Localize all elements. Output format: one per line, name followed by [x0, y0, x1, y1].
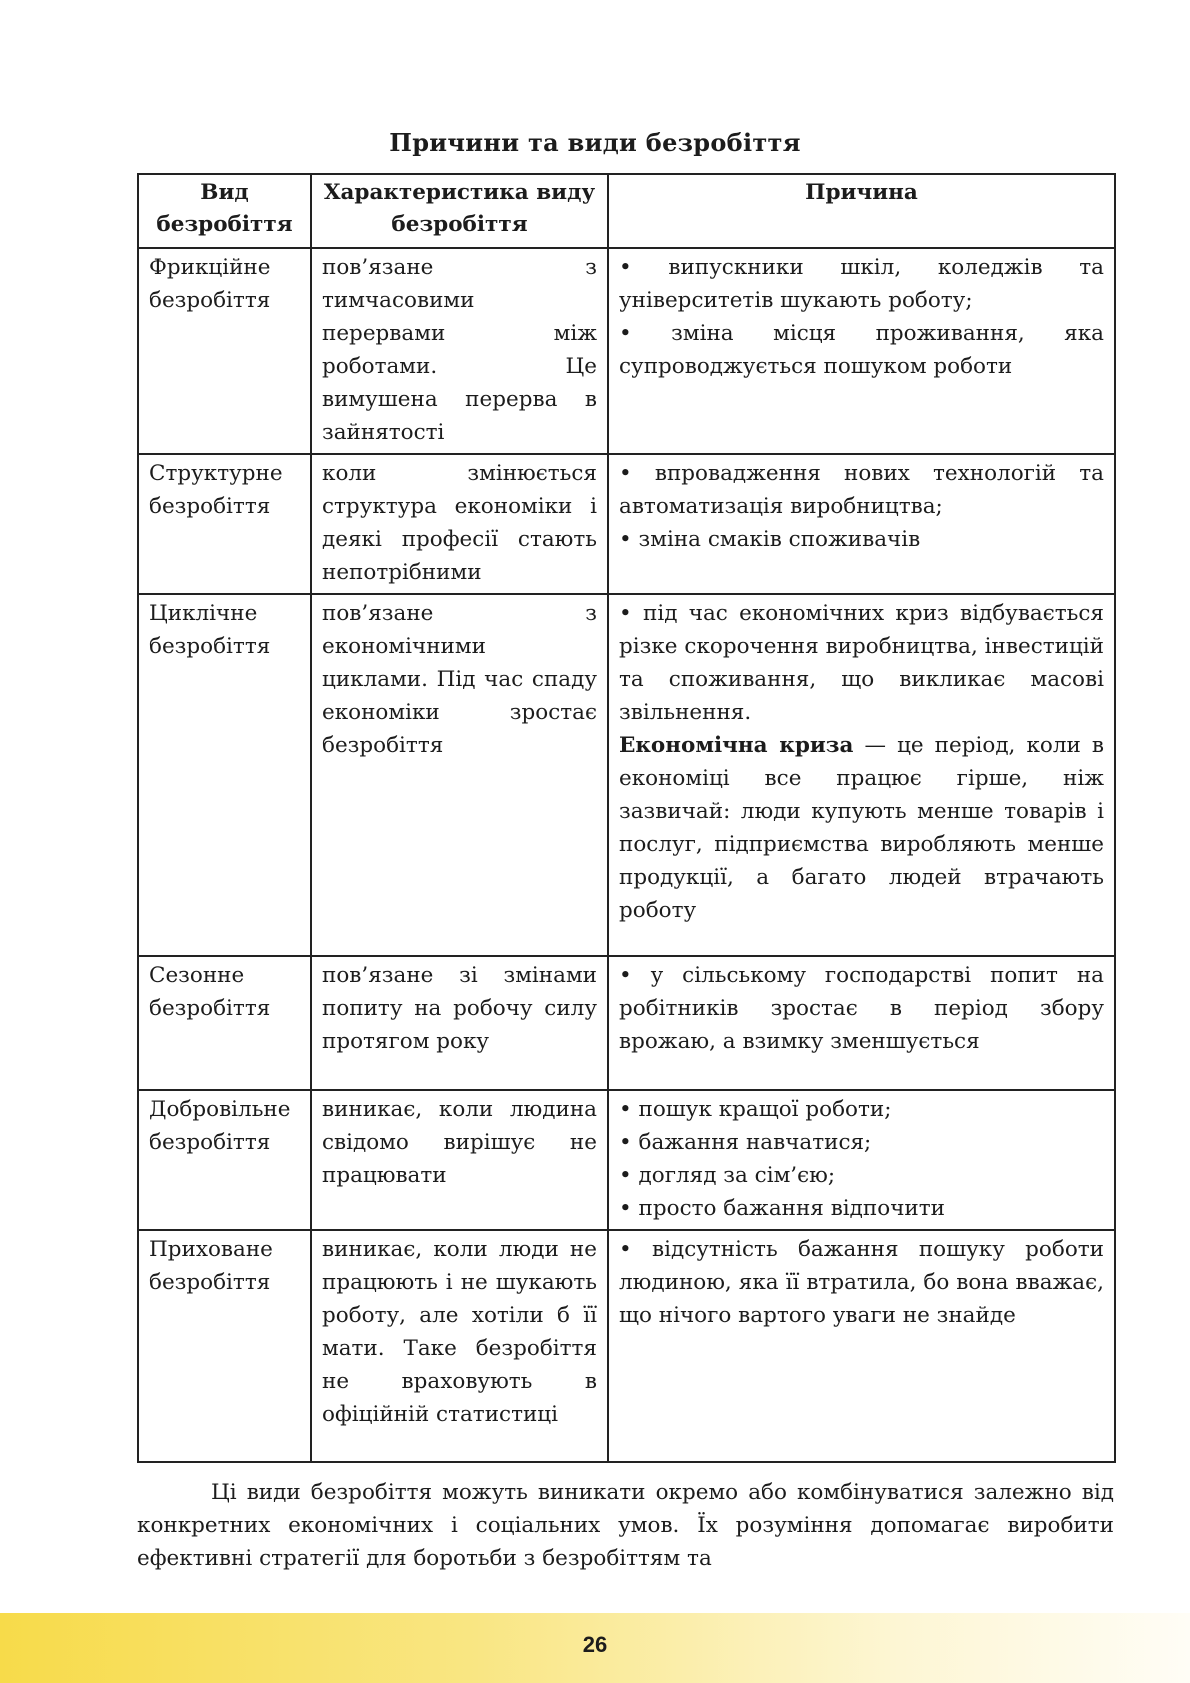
- cause-item: • просто бажання відпочити: [619, 1192, 1104, 1225]
- row-type-voluntary: Добровільне безробіття: [138, 1090, 311, 1230]
- row-type-frictional: Фрикційне безробіття: [138, 248, 311, 454]
- cause-item: • зміна смаків споживачів: [619, 523, 1104, 556]
- table-row: [138, 248, 1115, 454]
- cause-item: • зміна місця проживання, яка супроводжується пошуком роботи: [619, 317, 1104, 383]
- row-type-hidden: Приховане безробіття: [138, 1230, 311, 1462]
- row-causes: [608, 1090, 1115, 1230]
- row-description: пов’язане з економічними циклами. Під час спаду економіки зростає безробіття: [311, 594, 608, 956]
- header-cause: Причина: [608, 174, 1115, 248]
- cause-item: • під час економічних криз відбувається різке скорочення виробництва, інвестицій та споживання, що викликає масові звільнення.: [619, 597, 1104, 729]
- row-description: виникає, коли людина свідомо вирішує не працювати: [311, 1090, 608, 1230]
- definition-term: Економічна криза: [619, 733, 854, 758]
- table-row: [138, 1230, 1115, 1462]
- cause-item: • бажання навчатися;: [619, 1126, 1104, 1159]
- table-row: [138, 956, 1115, 1090]
- row-description: виникає, коли люди не працюють і не шукають роботу, але хотіли б її мати. Таке безробіття не враховують в офіційній статистиці: [311, 1230, 608, 1462]
- row-causes: [608, 248, 1115, 454]
- row-causes: [608, 1230, 1115, 1462]
- cause-item: • відсутність бажання пошуку роботи людиною, яка її втратила, бо вона вважає, що нічого вартого уваги не знайде: [619, 1233, 1104, 1332]
- cause-item: • випускники шкіл, коледжів та університетів шукають роботу;: [619, 251, 1104, 317]
- cause-item: • пошук кращої роботи;: [619, 1093, 1104, 1126]
- definition-text: — це період, коли в економіці все працює гірше, ніж зазвичай: люди купують менше товарів і послуг, підприємства виробляють менше продукції, а багато людей втрачають роботу: [619, 733, 1104, 923]
- cause-item: • у сільському господарстві попит на робітників зростає в період збору врожаю, а взимку зменшується: [619, 959, 1104, 1058]
- table-row: [138, 594, 1115, 956]
- cause-item: • догляд за сім’єю;: [619, 1159, 1104, 1192]
- page-number: 26: [582, 1632, 608, 1657]
- row-description: коли змінюється структура економіки і деякі професії стають непотрібними: [311, 454, 608, 594]
- row-description: пов’язане зі змінами попиту на робочу силу протягом року: [311, 956, 608, 1090]
- table-header-row: [138, 174, 1115, 248]
- header-type: Вид безробіття: [138, 174, 311, 248]
- row-causes: [608, 594, 1115, 956]
- table-row: [138, 454, 1115, 594]
- row-causes: [608, 956, 1115, 1090]
- cause-item: • впровадження нових технологій та автоматизація виробництва;: [619, 457, 1104, 523]
- page-title: Причини та види безробіття: [389, 128, 801, 157]
- header-description: Характеристика виду безробіття: [311, 174, 608, 248]
- row-description: пов’язане з тимчасовими перервами між роботами. Це вимушена перерва в зайнятості: [311, 248, 608, 454]
- table-row: [138, 1090, 1115, 1230]
- row-type-structural: Структурне безробіття: [138, 454, 311, 594]
- row-type-seasonal: Сезонне безробіття: [138, 956, 311, 1090]
- row-causes: [608, 454, 1115, 594]
- unemployment-table: [137, 173, 1116, 1463]
- row-type-cyclical: Циклічне безробіття: [138, 594, 311, 956]
- closing-paragraph: Ці види безробіття можуть виникати окремо або комбінуватися залежно від конкретних економічних і соціальних умов. Їх розуміння допомагає виробити ефективні стратегії для боротьби з безробіттям та: [137, 1480, 1114, 1571]
- economic-crisis-definition: [619, 733, 1104, 923]
